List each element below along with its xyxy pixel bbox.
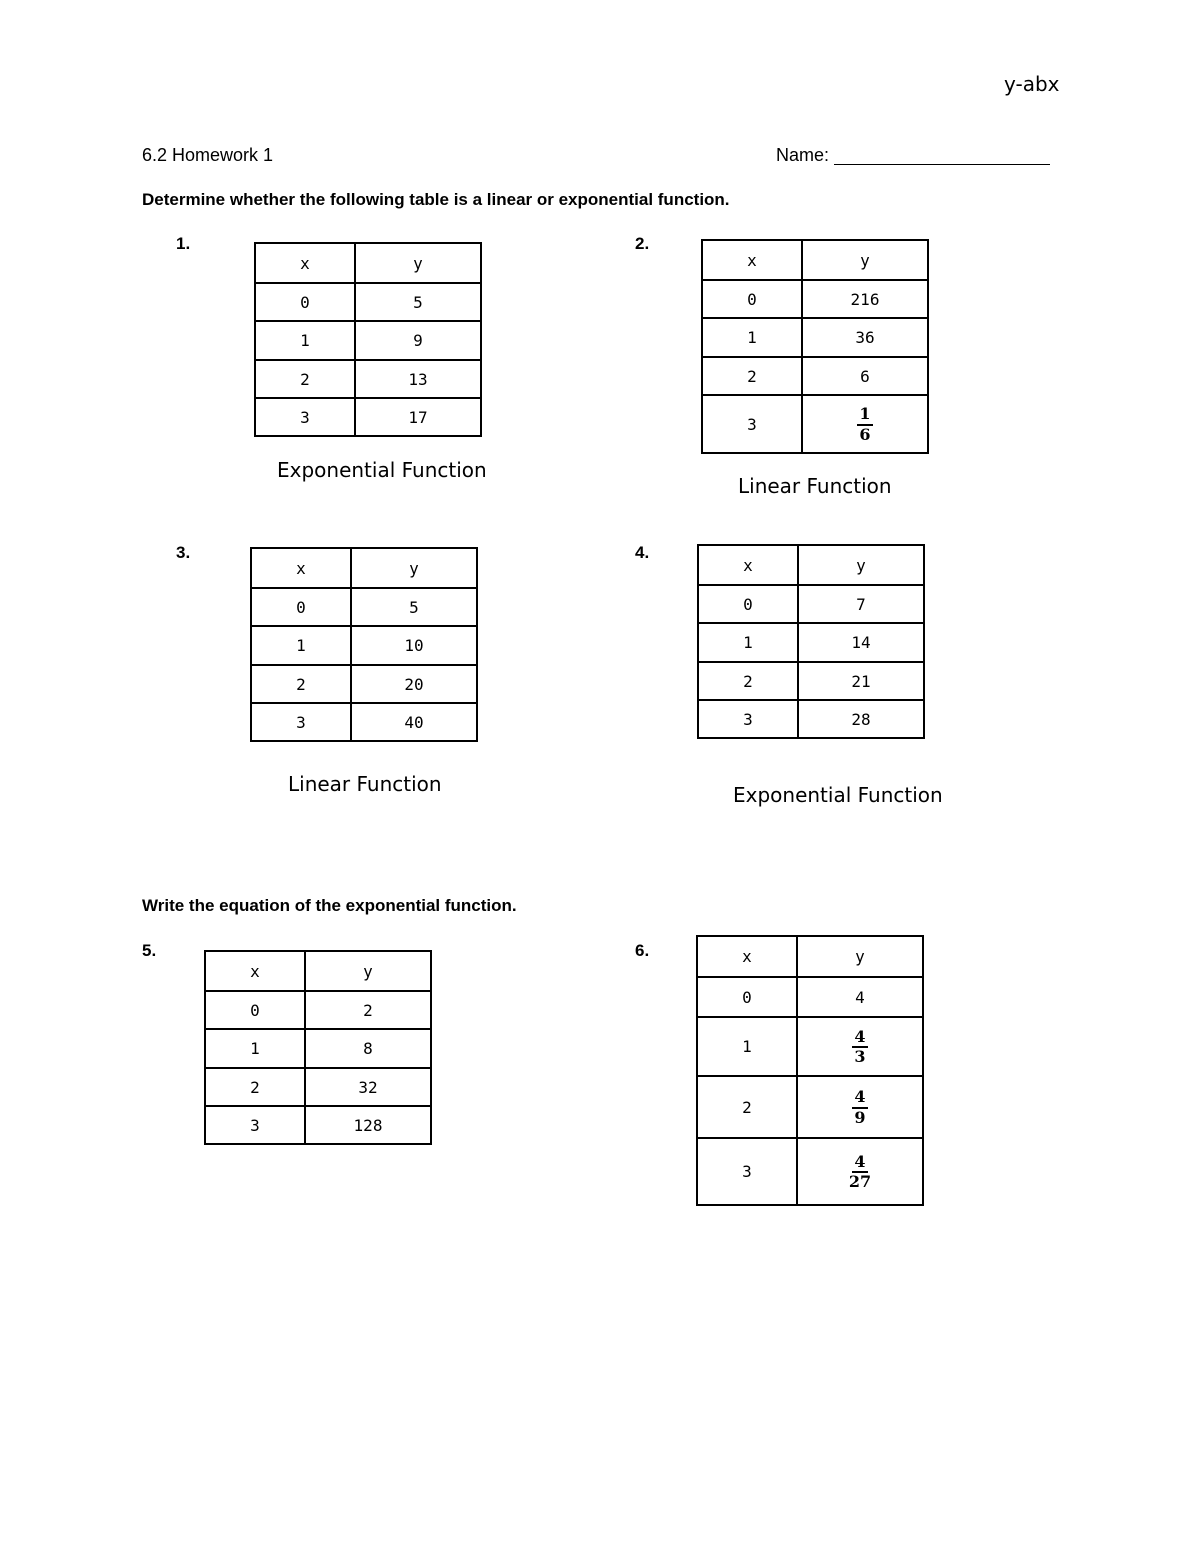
table-cell-y: 5 <box>355 283 481 321</box>
table-cell-y: 32 <box>305 1068 431 1106</box>
table-cell-y: 20 <box>351 665 477 703</box>
table-cell-x: 0 <box>702 280 802 318</box>
table-cell-x: 3 <box>698 700 798 738</box>
table-cell-y: 4 <box>797 977 923 1017</box>
table-cell-x: 1 <box>697 1017 797 1076</box>
table-header-y: y <box>351 548 477 588</box>
top-right-note: y-abx <box>1004 72 1060 96</box>
name-field[interactable] <box>834 164 1050 165</box>
table-cell-y: 10 <box>351 626 477 665</box>
problem-number: 3. <box>176 543 191 562</box>
table-cell-y: 7 <box>798 585 924 623</box>
problem-number: 6. <box>635 941 650 960</box>
fraction-denominator: 9 <box>854 1107 866 1127</box>
table-cell-y: 216 <box>802 280 928 318</box>
table-header-y: y <box>802 240 928 280</box>
table-header-x: x <box>702 240 802 280</box>
table-cell-y <box>802 395 928 453</box>
fraction-numerator: 1 <box>857 405 872 425</box>
fraction <box>852 1088 867 1127</box>
answer-text: Exponential Function <box>733 783 943 807</box>
problem-number: 2. <box>635 234 650 253</box>
problem-4-table <box>697 544 925 739</box>
table-cell-y: 21 <box>798 662 924 700</box>
table-cell-x: 0 <box>205 991 305 1029</box>
table-cell-x: 1 <box>702 318 802 357</box>
table-cell-y <box>797 1138 923 1205</box>
table-cell-y <box>797 1017 923 1076</box>
problem-6-table <box>696 935 924 1206</box>
fraction-numerator: 4 <box>852 1088 867 1108</box>
table-header-x: x <box>698 545 798 585</box>
table-cell-x: 2 <box>205 1068 305 1106</box>
answer-text: Linear Function <box>288 772 442 796</box>
table-cell-y: 5 <box>351 588 477 626</box>
fraction-denominator: 3 <box>854 1047 866 1066</box>
table-cell-x: 1 <box>698 623 798 662</box>
problem-1-table <box>254 242 482 437</box>
table-cell-y: 17 <box>355 398 481 436</box>
table-cell-x: 2 <box>702 357 802 395</box>
problem-number: 1. <box>176 234 191 253</box>
table-cell-x: 2 <box>697 1076 797 1138</box>
table-cell-y: 8 <box>305 1029 431 1068</box>
table-cell-x: 1 <box>255 321 355 360</box>
table-cell-y: 14 <box>798 623 924 662</box>
homework-title: 6.2 Homework 1 <box>142 145 274 165</box>
problem-2-table <box>701 239 929 454</box>
table-header-x: x <box>255 243 355 283</box>
table-cell-x: 3 <box>697 1138 797 1205</box>
table-header-x: x <box>697 936 797 977</box>
fraction <box>852 1028 867 1067</box>
table-cell-y <box>797 1076 923 1138</box>
fraction <box>857 405 872 444</box>
table-cell-x: 3 <box>205 1106 305 1144</box>
problem-number: 5. <box>142 941 157 960</box>
table-cell-y: 13 <box>355 360 481 398</box>
table-cell-y: 6 <box>802 357 928 395</box>
table-cell-x: 2 <box>255 360 355 398</box>
fraction-numerator: 4 <box>852 1153 867 1173</box>
table-header-x: x <box>251 548 351 588</box>
table-cell-x: 0 <box>698 585 798 623</box>
name-label: Name: <box>776 145 830 165</box>
problem-number: 4. <box>635 543 650 562</box>
table-cell-y: 9 <box>355 321 481 360</box>
section1-instruction: Determine whether the following table is a linear or exponential function. <box>142 190 730 209</box>
table-cell-y: 28 <box>798 700 924 738</box>
section2-instruction: Write the equation of the exponential function. <box>142 896 517 915</box>
problem-3-table <box>250 547 478 742</box>
table-header-y: y <box>798 545 924 585</box>
problem-5-table <box>204 950 432 1145</box>
table-cell-y: 2 <box>305 991 431 1029</box>
table-header-y: y <box>305 951 431 991</box>
table-header-x: x <box>205 951 305 991</box>
table-cell-x: 2 <box>251 665 351 703</box>
table-cell-y: 128 <box>305 1106 431 1144</box>
table-cell-x: 2 <box>698 662 798 700</box>
table-cell-x: 0 <box>697 977 797 1017</box>
table-cell-x: 3 <box>255 398 355 436</box>
table-cell-x: 3 <box>702 395 802 453</box>
table-header-y: y <box>355 243 481 283</box>
fraction <box>847 1153 873 1192</box>
fraction-denominator: 27 <box>848 1172 872 1191</box>
table-cell-x: 3 <box>251 703 351 741</box>
table-cell-x: 1 <box>205 1029 305 1068</box>
table-cell-x: 0 <box>255 283 355 321</box>
table-cell-x: 1 <box>251 626 351 665</box>
table-cell-y: 40 <box>351 703 477 741</box>
fraction-denominator: 6 <box>859 424 871 444</box>
fraction-numerator: 4 <box>852 1028 867 1048</box>
table-cell-x: 0 <box>251 588 351 626</box>
answer-text: Exponential Function <box>277 458 487 482</box>
answer-text: Linear Function <box>738 474 892 498</box>
table-header-y: y <box>797 936 923 977</box>
table-cell-y: 36 <box>802 318 928 357</box>
